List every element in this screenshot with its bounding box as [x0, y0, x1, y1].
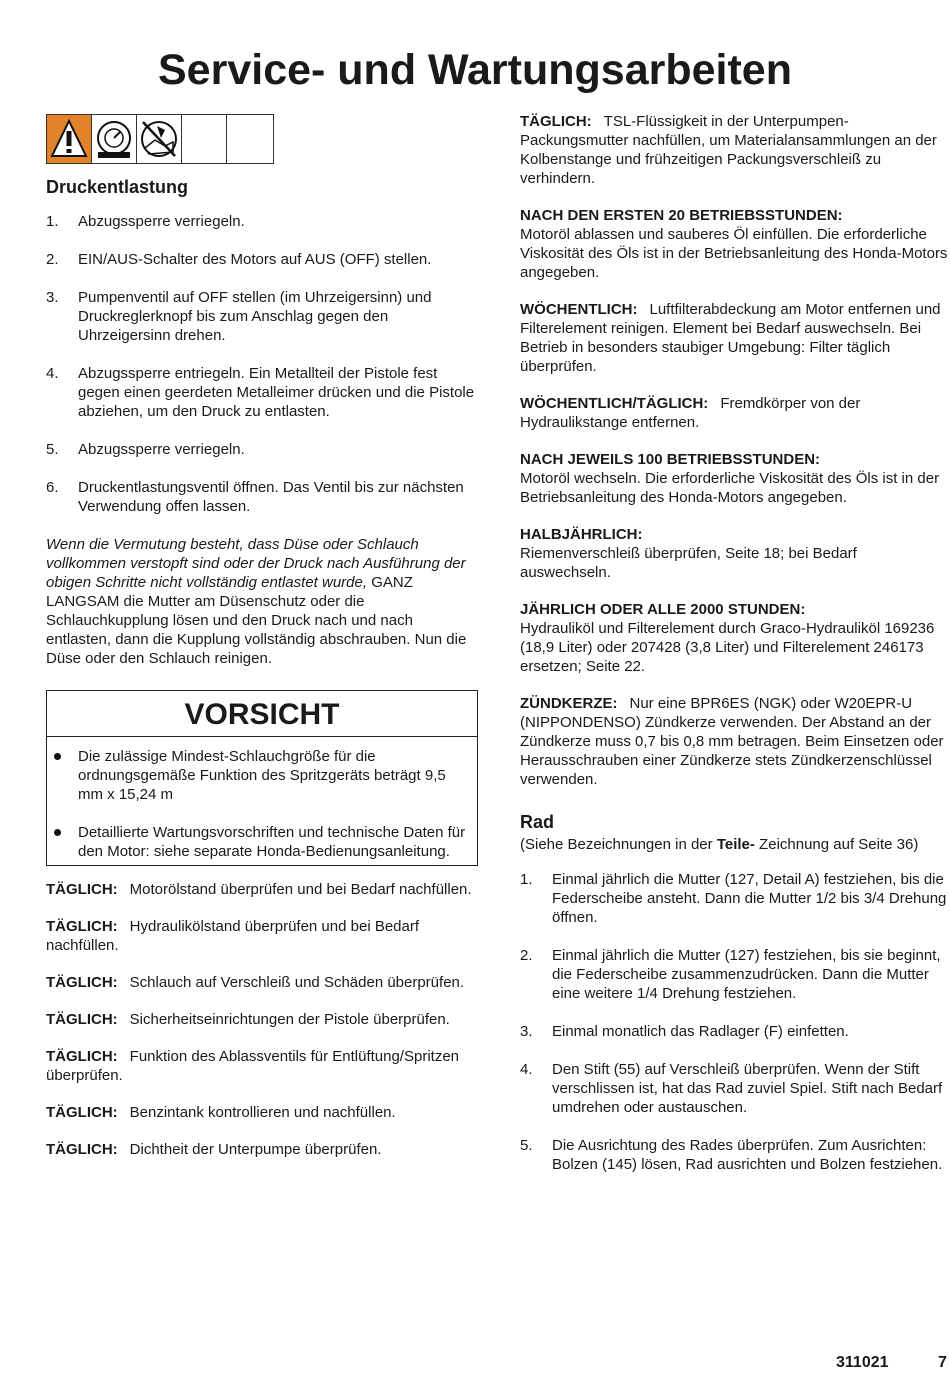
step-text: Pumpenventil auf OFF stellen (im Uhrzeigersinn) und Druckreglerknopf bis zum Anschlag gegen den Uhrzeigersinn drehen. — [78, 289, 432, 344]
caution-list — [47, 737, 477, 861]
schedule-label: JÄHRLICH ODER ALLE 2000 STUNDEN: — [520, 601, 806, 618]
maintenance-schedule — [520, 112, 950, 789]
task-label: TÄGLICH: — [46, 918, 118, 935]
task-text: Motorölstand überprüfen und bei Bedarf nachfüllen. — [129, 881, 472, 898]
daily-task — [46, 880, 480, 899]
step-number: 3. — [520, 1023, 533, 1040]
schedule-text: Riemenverschleiß überprüfen, Seite 18; bei Bedarf auswechseln. — [520, 545, 857, 581]
schedule-text: Luftfilterabdeckung am Motor entfernen und Filterelement reinigen. Element bei Bedarf auswechseln. Bei Betrieb in besonders staubiger Umgebung: Filter täglich überprüfen. — [520, 301, 941, 375]
step-text: Einmal jährlich die Mutter (127, Detail A) festziehen, bis die Federscheibe ansteht. Dann die Mutter 1/2 bis 3/4 Drehung öffnen. — [552, 871, 947, 926]
schedule-block — [520, 394, 950, 432]
schedule-text: Motoröl wechseln. Die erforderliche Viskosität des Öls ist in der Betriebsanleitung des Honda-Motors angegeben. — [520, 470, 940, 506]
wheel-intro-pre: (Siehe Bezeichnungen in der — [520, 836, 717, 853]
note-plain: GANZ LANGSAM die Mutter am Düsenschutz oder die Schlauchkupplung lösen und den Druck nach und nach entlasten, dann die Kupplung vollständig abschrauben. Nun die Düse oder den Schlauch reinigen. — [46, 574, 467, 667]
task-text: Funktion des Ablassventils für Entlüftung/Spritzen überprüfen. — [46, 1048, 460, 1084]
no-hand-injection-icon — [137, 115, 182, 163]
caution-box — [46, 690, 478, 866]
schedule-label: TÄGLICH: — [520, 113, 592, 130]
schedule-label: HALBJÄHRLICH: — [520, 526, 643, 543]
list-item — [520, 1060, 950, 1117]
step-number: 4. — [520, 1061, 533, 1078]
step-number: 2. — [46, 251, 59, 268]
step-number: 1. — [520, 871, 533, 888]
schedule-block — [520, 112, 950, 188]
schedule-text: Nur eine BPR6ES (NGK) oder W20EPR-U (NIPPONDENSO) Zündkerze verwenden. Der Abstand an der Zündkerze muss 0,7 bis 0,8 mm betragen. Beim Einsetzen oder Herausschrauben einer Zündkerze stets Zündkerzenschlüssel verwenden. — [520, 695, 944, 788]
right-column — [520, 112, 950, 1193]
step-text: Abzugssperre verriegeln. — [78, 441, 245, 458]
step-text: Einmal jährlich die Mutter (127) festziehen, bis sie beginnt, die Federscheibe zusammenzudrücken. Dann die Mutter eine weitere 1/4 Drehung festziehen. — [552, 947, 941, 1002]
list-item — [46, 364, 480, 421]
schedule-block — [520, 206, 950, 282]
daily-tasks-list — [46, 880, 480, 1159]
bullet-icon — [54, 829, 61, 836]
schedule-text: Motoröl ablassen und sauberes Öl einfüllen. Die erforderliche Viskosität des Öls ist in der Betriebsanleitung des Honda-Motors angegeben. — [520, 226, 948, 281]
schedule-block — [520, 600, 950, 676]
caution-text: Die zulässige Mindest-Schlauchgröße für die ordnungsgemäße Funktion des Spritzgeräts beträgt 9,5 mm x 15,24 m — [78, 748, 446, 803]
schedule-label: NACH JEWEILS 100 BETRIEBSSTUNDEN: — [520, 451, 821, 468]
daily-task — [46, 917, 480, 955]
task-text: Hydraulikölstand überprüfen und bei Bedarf nachfüllen. — [46, 918, 420, 954]
caution-item — [47, 747, 467, 804]
task-label: TÄGLICH: — [46, 1011, 118, 1028]
task-label: TÄGLICH: — [46, 974, 118, 991]
step-number: 4. — [46, 365, 59, 382]
pressure-relief-icon — [92, 115, 137, 163]
pressure-relief-steps — [46, 212, 480, 516]
list-item — [520, 1136, 950, 1174]
step-number: 5. — [46, 441, 59, 458]
caution-item — [47, 823, 467, 861]
schedule-block — [520, 525, 950, 582]
wheel-steps — [520, 870, 950, 1174]
step-text: Einmal monatlich das Radlager (F) einfetten. — [552, 1023, 849, 1040]
bullet-icon — [54, 753, 61, 760]
daily-task — [46, 1010, 480, 1029]
task-label: TÄGLICH: — [46, 881, 118, 898]
list-item — [520, 870, 950, 927]
step-text: Abzugssperre verriegeln. — [78, 213, 245, 230]
document-number: 311021 — [836, 1354, 889, 1371]
wheel-heading: Rad — [520, 812, 555, 832]
step-text: Den Stift (55) auf Verschleiß überprüfen. Wenn der Stift verschlissen ist, hat das Rad zuviel Spiel. Stift nach Bedarf umdrehen oder austauschen. — [552, 1061, 943, 1116]
list-item — [46, 250, 480, 269]
caution-text: Detaillierte Wartungsvorschriften und technische Daten für den Motor: siehe separate Honda-Bedienungsanleitung. — [78, 824, 466, 860]
caution-heading: VORSICHT — [47, 691, 477, 737]
schedule-label: WÖCHENTLICH: — [520, 301, 638, 318]
step-text: Abzugssperre entriegeln. Ein Metallteil der Pistole fest gegen einen geerdeten Metalleimer drücken und die Pistole abziehen, um den Druck zu entlasten. — [78, 365, 475, 420]
step-text: Druckentlastungsventil öffnen. Das Ventil bis zur nächsten Verwendung offen lassen. — [78, 479, 464, 515]
task-text: Benzintank kontrollieren und nachfüllen. — [129, 1104, 396, 1121]
daily-task — [46, 973, 480, 992]
task-label: TÄGLICH: — [46, 1141, 118, 1158]
step-number: 6. — [46, 479, 59, 496]
warning-exclamation-icon — [47, 115, 92, 163]
list-item — [520, 946, 950, 1003]
task-text: Dichtheit der Unterpumpe überprüfen. — [129, 1141, 382, 1158]
schedule-label: ZÜNDKERZE: — [520, 695, 618, 712]
pressure-relief-heading: Druckentlastung — [46, 177, 189, 197]
page-number: 7 — [938, 1354, 947, 1371]
page-title: Service- und Wartungsarbeiten — [158, 46, 792, 94]
task-text: Schlauch auf Verschleiß und Schäden überprüfen. — [129, 974, 465, 991]
schedule-label: WÖCHENTLICH/TÄGLICH: — [520, 395, 709, 412]
schedule-text: Fremdkörper von der Hydraulikstange entfernen. — [520, 395, 861, 431]
daily-task — [46, 1047, 480, 1085]
schedule-text: TSL-Flüssigkeit in der Unterpumpen-Packungsmutter nachfüllen, um Materialansammlungen an der Kolbenstange und frühzeitigen Packungsverschleiß zu verhindern. — [520, 113, 937, 187]
empty-icon-box — [227, 115, 272, 163]
daily-task — [46, 1103, 480, 1122]
step-text: Die Ausrichtung des Rades überprüfen. Zum Ausrichten: Bolzen (145) lösen, Rad ausrichten und Bolzen festziehen. — [552, 1137, 943, 1173]
empty-icon-box — [182, 115, 227, 163]
list-item — [46, 478, 480, 516]
schedule-text: Hydrauliköl und Filterelement durch Graco-Hydrauliköl 169236 (18,9 Liter) oder 207428 (3,8 Liter) und Filterelement 246173 ersetzen; Seite 22. — [520, 620, 935, 675]
pressure-relief-note — [46, 535, 480, 668]
schedule-block — [520, 300, 950, 376]
note-italic: Wenn die Vermutung besteht, dass Düse oder Schlauch vollkommen verstopft sind oder der Druck nach Ausführung der obigen Schritte nicht vollständig entlastet wurde, — [46, 536, 466, 591]
schedule-label: NACH DEN ERSTEN 20 BETRIEBSSTUNDEN: — [520, 207, 843, 224]
wheel-intro — [520, 835, 950, 854]
daily-task — [46, 1140, 480, 1159]
step-number: 1. — [46, 213, 59, 230]
step-number: 2. — [520, 947, 533, 964]
hazard-icon-strip — [46, 114, 274, 164]
step-number: 3. — [46, 289, 59, 306]
list-item — [520, 1022, 950, 1041]
left-column — [46, 114, 480, 1177]
list-item — [46, 440, 480, 459]
wheel-intro-post: Zeichnung auf Seite 36) — [754, 836, 919, 853]
wheel-intro-bold: Teile- — [716, 836, 755, 853]
task-label: TÄGLICH: — [46, 1104, 118, 1121]
task-text: Sicherheitseinrichtungen der Pistole überprüfen. — [129, 1011, 450, 1028]
list-item — [46, 212, 480, 231]
step-text: EIN/AUS-Schalter des Motors auf AUS (OFF) stellen. — [78, 251, 432, 268]
schedule-block — [520, 694, 950, 789]
task-label: TÄGLICH: — [46, 1048, 118, 1065]
step-number: 5. — [520, 1137, 533, 1154]
list-item — [46, 288, 480, 345]
schedule-block — [520, 450, 950, 507]
